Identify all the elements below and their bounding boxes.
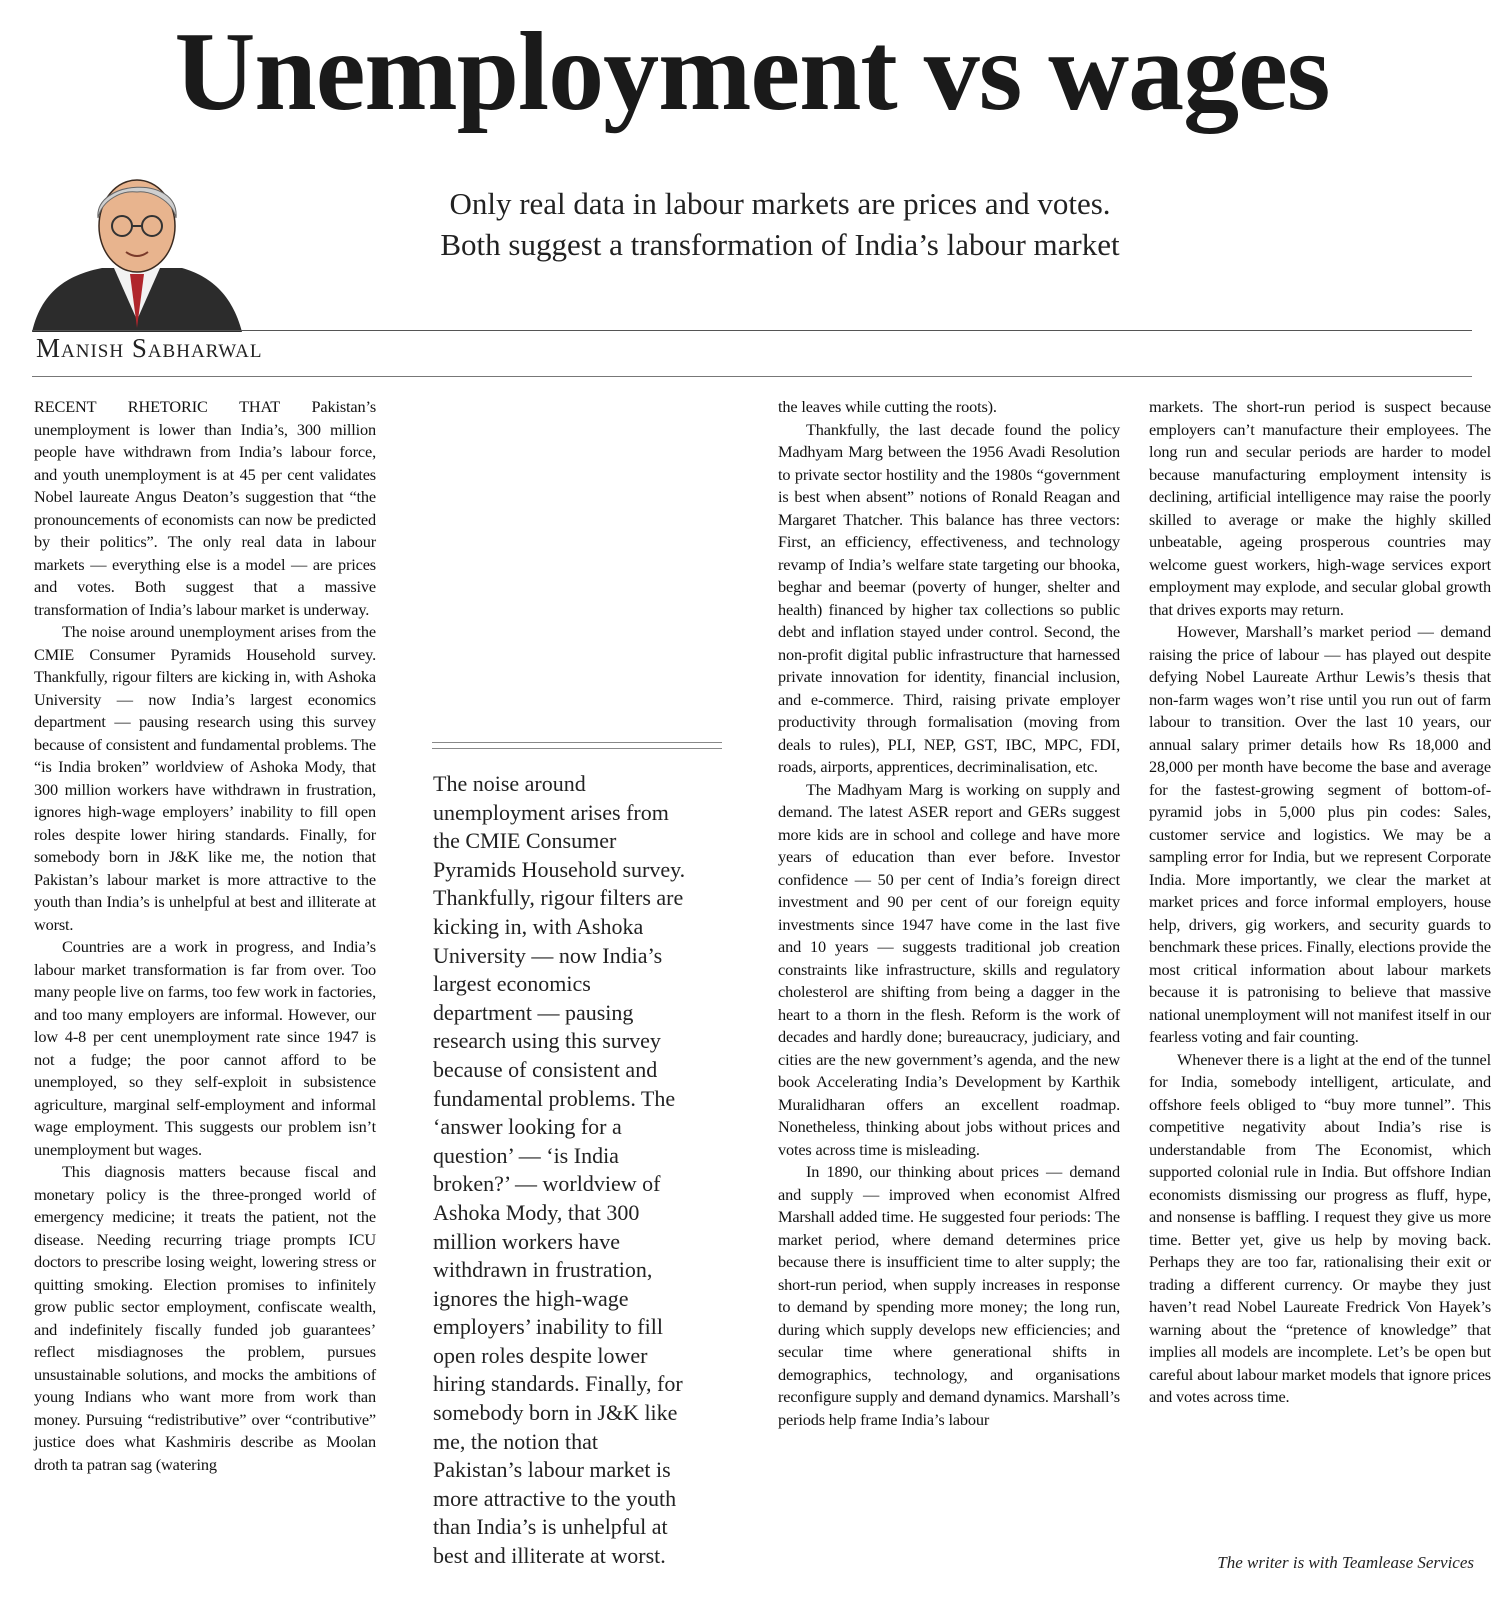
paragraph: The Madhyam Marg is working on supply and demand. The latest ASER report and GERs suggest more kids are in school and college and have more years of education than ever before. Investor confidence — 50 per cent of India’s foreign direct investment and 90 per cent of our foreign equity investments since 1947 have come in the last five and 10 years — suggests traditional job creation constraints like infrastructure, skills and regulatory cholesterol are shifting from being a dagger in the heart to a thorn in the flesh. Reform is the work of decades and hardly done; bureaucracy, judiciary, and cities are the new government’s agenda, and the new book Accelerating India’s Development by Karthik Muralidharan offers an excellent roadmap. Nonetheless, thinking about jobs without prices and votes across time is misleading. bbox=[778, 779, 1120, 1159]
pullquote-line: Pyramids Household survey. bbox=[433, 856, 686, 882]
divider bbox=[432, 742, 722, 743]
author-portrait-illustration bbox=[32, 170, 242, 332]
pullquote-line: unemployment arises from bbox=[433, 799, 669, 825]
paragraph: Whenever there is a light at the end of the tunnel for India, somebody intelligent, articulate, and offshore feels obliged to “buy more tunnel”. This competitive negativity about India’s rise is understandable from The Economist, which supported colonial rule in India. But offshore Indian economists dismissing our progress as fluff, hype, and nonsense is baffling. I request they give us more time. Better yet, give us help by moving back. Perhaps they are too far, rationalising their exit or trading a different currency. Or maybe they just haven’t read Nobel Laureate Fredrick Von Hayek’s warning about the “pretence of knowledge” that implies all models are incomplete. Let’s be open but careful about labour market models that ignore prices and votes across time. bbox=[1149, 1049, 1491, 1406]
column-1 bbox=[34, 396, 376, 1476]
paragraph: This diagnosis matters because fiscal and monetary policy is the three-pronged world of emergency medicine; it treats the patient, not the disease. Needing recurring triage prompts ICU doctors to prescribe losing weight, lowering stress or quitting smoking. Election promises to infinitely grow public sector employment, confiscate wealth, and indefinitely fiscally funded job guarantees’ reflect misdiagnoses the problem, pursues unsustainable solutions, and mocks the ambitions of young Indians who want more from work than money. Pursuing “redistributive” over “contributive” justice does what Kashmiris describe as Moolan droth ta patran sag (watering bbox=[34, 1162, 376, 1474]
writer-credit: The writer is with Teamlease Services bbox=[1217, 1553, 1474, 1572]
pullquote-rules bbox=[432, 742, 722, 754]
standfirst-line: Both suggest a transformation of India’s labour market bbox=[440, 227, 1120, 263]
pullquote bbox=[433, 770, 733, 1571]
pullquote-line: Ashoka Mody, that 300 bbox=[433, 1199, 640, 1225]
standfirst bbox=[330, 183, 1230, 265]
pullquote-line: largest economics bbox=[433, 971, 591, 997]
pullquote-line: The noise around bbox=[433, 771, 586, 796]
bottom-rule bbox=[32, 376, 1472, 377]
pullquote-line: million workers have bbox=[433, 1228, 620, 1254]
pullquote-line: department — pausing bbox=[433, 999, 634, 1025]
divider bbox=[432, 748, 722, 749]
pullquote-line: hiring standards. Finally, for bbox=[433, 1371, 683, 1397]
pullquote-line: Thankfully, rigour filters are bbox=[433, 885, 684, 911]
paragraph: markets. The short-run period is suspect because employers can’t manufacture their employees. The long run and secular periods are harder to model because manufacturing employment intensity is declining, artificial intelligence may raise the poorly skilled to average or make the highly skilled unbeatable, ageing prosperous countries may welcome guest workers, high-wage services export employment may explode, and secular global growth that drives exports may return. bbox=[1149, 397, 1491, 619]
pullquote-line: fundamental problems. The bbox=[433, 1085, 676, 1111]
pullquote-line: withdrawn in frustration, bbox=[433, 1257, 653, 1283]
pullquote-line: broken?’ — worldview of bbox=[433, 1171, 661, 1197]
pullquote-line: best and illiterate at worst. bbox=[433, 1543, 666, 1569]
paragraph: The noise around unemployment arises from the CMIE Consumer Pyramids Household survey. Thankfully, rigour filters are kicking in, with Ashoka University — now India’s largest economics department — pausing research using this survey because of consistent and fundamental problems. The “is India broken” worldview of Ashoka Mody, that 300 million workers have withdrawn in frustration, ignores high-wage employers’ inability to fill open roles despite lower hiring standards. Finally, for somebody born in J&K like me, the notion that Pakistan’s labour market is more attractive to the youth than India’s is unhelpful at best and illiterate at worst. bbox=[34, 622, 376, 934]
paragraph: Thankfully, the last decade found the policy Madhyam Marg between the 1956 Avadi Resolution to private sector hostility and the 1980s “government is best when absent” notions of Ronald Reagan and Margaret Thatcher. This balance has three vectors: First, an efficiency, effectiveness, and technology revamp of India’s welfare state targeting our bhooka, beghar and beemar (poverty of hunger, shelter and health) financed by higher tax collections so public debt and inflation stayed under control. Second, the non-profit digital public infrastructure that harnessed private innovation for identity, financial inclusion, and e-commerce. Third, raising private employer productivity through formalisation (moving from deals to rules), PLI, NEP, GST, IBC, MPC, FDI, roads, airports, apprentices, decriminalisation, etc. bbox=[778, 419, 1120, 776]
pullquote-line: question’ — ‘is India bbox=[433, 1142, 619, 1168]
pullquote-line: the CMIE Consumer bbox=[433, 828, 617, 854]
pullquote-line: kicking in, with Ashoka bbox=[433, 913, 644, 939]
headline: Unemployment vs wages bbox=[174, 10, 1330, 134]
pullquote-line: somebody born in J&K like bbox=[433, 1400, 678, 1426]
pullquote-line: than India’s is unhelpful at bbox=[433, 1514, 668, 1540]
column-4 bbox=[1149, 396, 1491, 1409]
pullquote-line: more attractive to the youth bbox=[433, 1485, 677, 1511]
pullquote-line: Pakistan’s labour market is bbox=[433, 1457, 671, 1483]
pullquote-line: ‘answer looking for a bbox=[433, 1114, 622, 1140]
top-rule bbox=[32, 330, 1472, 331]
pullquote-line: University — now India’s bbox=[433, 942, 663, 968]
byline: Manish Sabharwal bbox=[36, 333, 263, 363]
pullquote-line: open roles despite lower bbox=[433, 1342, 648, 1368]
paragraph: In 1890, our thinking about prices — demand and supply — improved when economist Alfred Marshall added time. He suggested four periods: The market period, where demand determines price because there is insufficient time to alter supply; the short-run period, when supply increases in response to demand by spending more money; the long run, during which supply develops new efficiencies; and secular time where generational shifts in demographics, technology, and organisations reconfigure supply and demand dynamics. Marshall’s periods help frame India’s labour bbox=[778, 1162, 1120, 1429]
pullquote-line: research using this survey bbox=[433, 1028, 661, 1054]
paragraph: However, Marshall’s market period — demand raising the price of labour — has played out despite defying Nobel Laureate Arthur Lewis’s thesis that non-farm wages won’t rise until you run out of farm labour to transition. Over the last 10 years, our annual salary primer details how Rs 18,000 and 28,000 per month have become the base and average for the fastest-growing segment of bottom-of-pyramid jobs in 5,000 plus pin codes: Sales, customer service and logistics. We may be a sampling error for India, but we represent Corporate India. More importantly, we clear the market at market prices and force informal employers, house help, drivers, gig workers, and security guards to benchmark these prices. Finally, elections provide the most critical information about labour markets because it is patronising to believe that massive national unemployment will not manifest itself in our fearless voting and fair counting. bbox=[1149, 622, 1491, 1046]
pullquote-line: employers’ inability to fill bbox=[433, 1314, 663, 1340]
pullquote-line: ignores the high-wage bbox=[433, 1285, 629, 1311]
paragraph: RECENT RHETORIC THAT Pakistan’s unemployment is lower than India’s, 300 million people have withdrawn from India’s labour force, and youth unemployment is at 45 per cent validates Nobel laureate Angus Deaton’s suggestion that “the pronouncements of economists can now be predicted by their politics”. The only real data in labour markets — everything else is a model — are prices and votes. Both suggest that a massive transformation of India’s labour market is underway. bbox=[34, 397, 376, 619]
standfirst-line: Only real data in labour markets are prices and votes. bbox=[449, 186, 1111, 221]
paragraph: Countries are a work in progress, and India’s labour market transformation is far from over. Too many people live on farms, too few work in factories, and too many employers are informal. However, our low 4-8 per cent unemployment rate since 1947 is not a fudge; the poor cannot afford to be unemployed, so they self-exploit in subsistence agriculture, marginal self-employment and informal wage employment. This suggests our problem isn’t unemployment but wages. bbox=[34, 937, 376, 1159]
pullquote-line: me, the notion that bbox=[433, 1428, 598, 1454]
pullquote-line: because of consistent and bbox=[433, 1056, 658, 1082]
paragraph: the leaves while cutting the roots). bbox=[778, 397, 997, 416]
column-3 bbox=[778, 396, 1120, 1431]
